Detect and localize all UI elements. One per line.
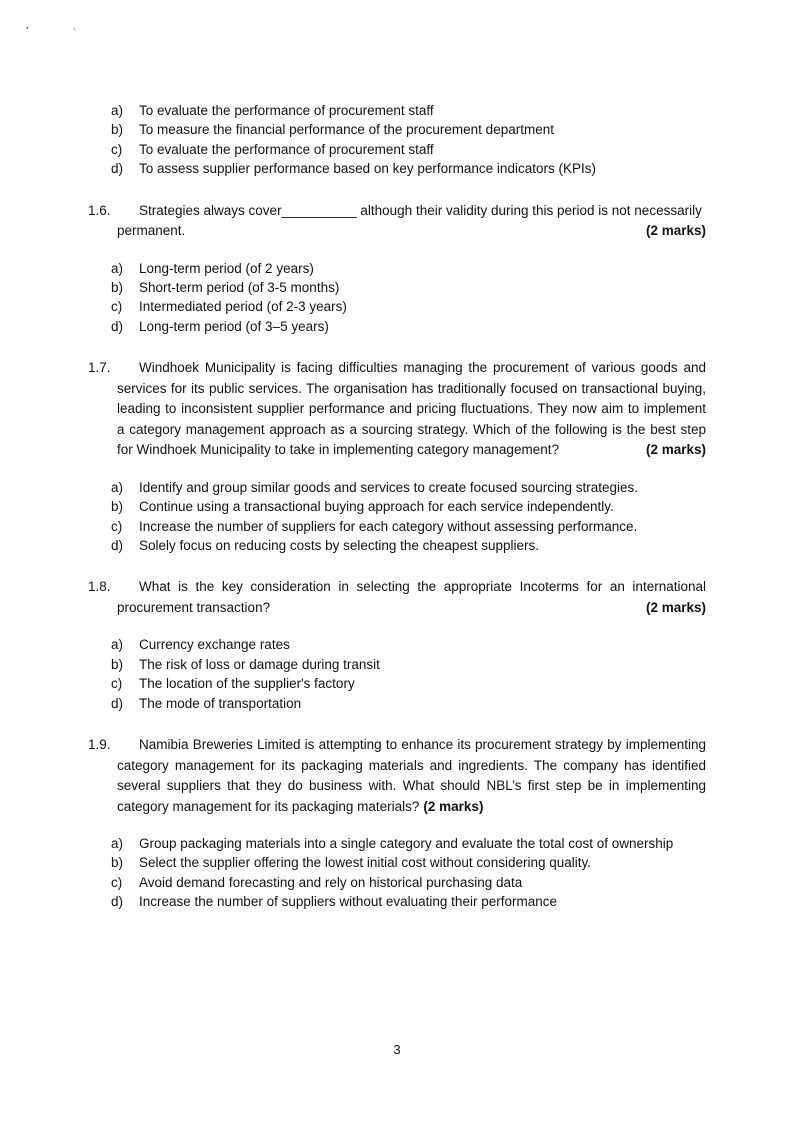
option-letter: a) xyxy=(111,103,124,118)
option-letter: a) xyxy=(111,479,124,495)
option-text: Long-term period (of 2 years) xyxy=(139,260,314,276)
option-letter: d) xyxy=(111,537,124,553)
option-letter: b) xyxy=(111,280,124,296)
option-row xyxy=(111,853,706,872)
marks-label: (2 marks) xyxy=(645,442,706,458)
option-letter: a) xyxy=(111,260,124,276)
option-text: The mode of transportation xyxy=(139,695,302,711)
question-body xyxy=(117,358,706,461)
question-text-content: Strategies always cover__________ although their validity during this period is not necessarily permanent. xyxy=(117,202,702,239)
option-letter: c) xyxy=(111,299,123,315)
option-row xyxy=(111,873,706,892)
option-letter: d) xyxy=(111,318,124,334)
option-text: Group packaging materials into a single category and evaluate the total cost of ownership xyxy=(139,836,674,851)
option-letter: d) xyxy=(111,161,124,177)
option-row xyxy=(111,635,706,654)
question-number: 1.9. xyxy=(88,737,111,752)
question-text xyxy=(117,358,706,461)
preceding-question-options xyxy=(111,101,706,179)
option-text: Currency exchange rates xyxy=(139,637,290,653)
scan-artifact-left: ' xyxy=(26,24,29,38)
question-text xyxy=(117,577,706,618)
question-body xyxy=(117,577,706,618)
options-list xyxy=(111,478,706,556)
option-letter: b) xyxy=(111,656,124,672)
option-row xyxy=(111,892,706,911)
option-text: To measure the financial performance of the procurement department xyxy=(139,122,554,138)
option-row xyxy=(111,101,706,120)
option-row xyxy=(111,834,706,853)
question-1-8 xyxy=(88,577,706,713)
options-list xyxy=(111,834,706,912)
option-text: Increase the number of suppliers without evaluating their performance xyxy=(139,894,557,910)
option-letter: d) xyxy=(111,894,124,910)
option-row xyxy=(111,317,706,336)
option-row xyxy=(111,497,706,516)
scan-artifact-right: ' xyxy=(73,25,76,39)
options-list xyxy=(111,259,706,337)
option-row xyxy=(111,655,706,674)
option-text: Select the supplier offering the lowest initial cost without considering quality. xyxy=(139,855,591,871)
option-text: To evaluate the performance of procurement staff xyxy=(139,141,434,157)
question-body xyxy=(117,735,706,817)
option-row xyxy=(111,536,706,555)
option-letter: b) xyxy=(111,499,124,515)
option-letter: c) xyxy=(111,518,123,534)
question-text xyxy=(117,735,706,817)
option-letter: b) xyxy=(111,855,124,871)
option-text: Long-term period (of 3–5 years) xyxy=(139,318,329,334)
option-letter: c) xyxy=(111,874,123,890)
option-row xyxy=(111,297,706,316)
option-text: To evaluate the performance of procurement staff xyxy=(139,103,434,118)
question-text-content: Namibia Breweries Limited is attempting to enhance its procurement strategy by implementing category management for its packaging materials and ingredients. The company has identified several suppliers that they do business with. What should NBL’s first step be in implementing category management for its packaging materials? xyxy=(117,737,706,814)
options-list xyxy=(111,635,706,713)
option-row xyxy=(111,694,706,713)
marks-label: (2 marks) xyxy=(423,798,484,814)
option-text: Avoid demand forecasting and rely on historical purchasing data xyxy=(139,874,523,890)
option-text: Identify and group similar goods and services to create focused sourcing strategies. xyxy=(139,479,639,495)
option-letter: a) xyxy=(111,637,124,653)
marks-label: (2 marks) xyxy=(645,223,706,239)
option-text: Solely focus on reducing costs by selecting the cheapest suppliers. xyxy=(139,537,539,553)
option-text: Short-term period (of 3-5 months) xyxy=(139,280,340,296)
option-row xyxy=(111,159,706,178)
option-row xyxy=(111,517,706,536)
option-row xyxy=(111,259,706,278)
option-letter: c) xyxy=(111,141,123,157)
marks-label: (2 marks) xyxy=(645,599,706,615)
option-text: Intermediated period (of 2-3 years) xyxy=(139,299,347,315)
option-text: The location of the supplier's factory xyxy=(139,676,355,692)
option-text: Continue using a transactional buying approach for each service independently. xyxy=(139,499,614,515)
option-text: To assess supplier performance based on key performance indicators (KPIs) xyxy=(139,161,596,177)
question-text xyxy=(117,201,706,242)
option-letter: d) xyxy=(111,695,124,711)
question-body xyxy=(117,201,706,242)
option-letter: c) xyxy=(111,676,123,692)
question-1-6 xyxy=(88,201,706,337)
option-row xyxy=(111,120,706,139)
option-text: The risk of loss or damage during transit xyxy=(139,656,380,672)
option-text: Increase the number of suppliers for each category without assessing performance. xyxy=(139,518,638,534)
option-row xyxy=(111,140,706,159)
question-text-content: Windhoek Municipality is facing difficulties managing the procurement of various goods and services for its public services. The organisation has traditionally focused on transactional buying, leading to inconsistent supplier performance and pricing fluctuations. They now aim to implement a category management approach as a sourcing strategy. Which of the following is the best step for Windhoek Municipality to take in implementing category management? xyxy=(117,360,706,458)
option-row xyxy=(111,674,706,693)
option-letter: b) xyxy=(111,122,124,138)
option-letter: a) xyxy=(111,836,124,851)
option-row xyxy=(111,278,706,297)
question-number: 1.6. xyxy=(88,202,111,218)
question-1-9 xyxy=(88,735,706,912)
question-number: 1.8. xyxy=(88,579,111,595)
question-number: 1.7. xyxy=(88,360,111,376)
option-row xyxy=(111,478,706,497)
question-text-content: What is the key consideration in selecting the appropriate Incoterms for an international procurement transaction? xyxy=(117,579,706,615)
page-number: 3 xyxy=(393,1042,401,1057)
question-1-7 xyxy=(88,358,706,555)
